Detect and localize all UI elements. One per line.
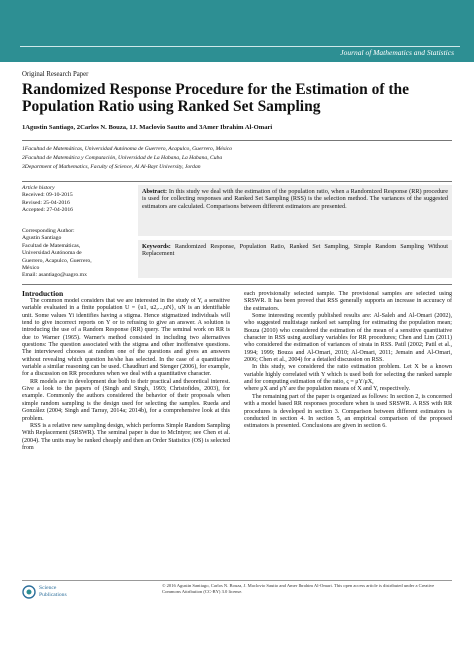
section-heading: Introduction bbox=[22, 289, 64, 298]
divider bbox=[22, 284, 452, 285]
paragraph: Some interesting recently published results are: Al-Saleh and Al-Omari (2002), who suggested multistage ranked set sampling for estimating the population mean; Bouza (2010) who considered the estimation of the mean of a sensitive quantitative character in RSS using auxiliary variables for RR procedures; Chen and Lim (2011) who considered the estimation of variances of strata in RSS. Patil (2002; Patil et al., 1994; 1999; Bouza and Al-Omari, 2010; Al-Omari, 2011; Jemain and Al-Omari, 2006; Chen et al., 2004) for a detailed discussion on RSS. bbox=[244, 313, 452, 364]
banner-rule bbox=[20, 46, 460, 47]
paper-title: Randomized Response Procedure for the Estimation of the Population Ratio using Ranked Set Sampling bbox=[22, 81, 410, 115]
keywords-box bbox=[138, 240, 452, 278]
received-date: Received: 09-10-2015 bbox=[22, 192, 73, 199]
journal-name: Journal of Mathematics and Statistics bbox=[340, 48, 454, 57]
paragraph: The common model considers that we are interested in the study of Y, a sensitive variable evaluated in a finite population U = {u1, u2,...,uN}, uN is an identifiable unit. Some values Yi identifies having a stigma. Hence stigmatized individuals will tend to give incorrect reports on Y or to refusing to give an answer. A solution is introducing the use of a Random Response (RR) query. The seminal work on RR is due to Warner (1965). Warner's method consisted in including two alternatives questions: The question associated with the stigma and other inoffensive questions. The interviewed chooses at random one of the questions and gives an answers without revealing which question he/she has selected. In the case of a quantitative variable a similar reasoning can be used. Chaudhuri and Stenger (2006), for example, for a discussion on RR procedures when we deal with a quantitative character. bbox=[22, 298, 230, 378]
corr-line: Guerrero, Acapulco, Guerrero, bbox=[22, 257, 92, 264]
affiliation-3: 3Department of Mathematics, Faculty of Science, Al Al-Bayt University, Jordan bbox=[22, 164, 201, 170]
history-heading: Article history bbox=[22, 185, 55, 191]
paragraph: each provisionally selected sample. The provisional samples are selected using SRSWR. It has been proved that RSS generally supports an increase in accuracy of the estimators. bbox=[244, 291, 452, 312]
publisher-line: Publications bbox=[39, 591, 67, 598]
abstract-label: Abstract: bbox=[142, 188, 168, 195]
revised-date: Revised: 25-04-2016 bbox=[22, 199, 70, 206]
corresponding-author bbox=[22, 228, 130, 280]
article-type: Original Research Paper bbox=[22, 71, 89, 78]
corr-line: Facultad de Matemáticas, bbox=[22, 242, 81, 249]
corr-line: Universidad Autónoma de bbox=[22, 250, 82, 257]
paragraph: In this study, we considered the ratio estimation problem. Let X be a known variable highly correlated with Y which is used both for selecting the ranked sample and for computing estimation of the ratio, ς = μY/μX, bbox=[244, 364, 452, 386]
keywords-text: Randomized Response, Population Ratio, Ranked Set Sampling, Simple Random Sampling Without Replacement bbox=[142, 243, 448, 258]
divider bbox=[22, 140, 452, 141]
corr-line: Agustin Santiago bbox=[22, 235, 62, 242]
footer-divider bbox=[22, 580, 452, 581]
corr-line: México bbox=[22, 265, 40, 272]
corr-email: Email: asantiago@uagro.mx bbox=[22, 272, 87, 279]
publisher-line: Science bbox=[39, 585, 57, 591]
accepted-date: Accepted: 27-04-2016 bbox=[22, 207, 74, 214]
publisher-name bbox=[39, 585, 67, 598]
paragraph: where μX and μY are the population means of X and Y, respectively. bbox=[244, 386, 411, 393]
publisher-logo-icon bbox=[22, 585, 36, 599]
copyright-notice: © 2016 Agustin Santiago, Carlos N. Bouza, J. Maclovio Sautto and Amer Ibrahim Al-Omari. This open access article is distributed under a Creative Commons Attribution (CC-BY) 3.0 license. bbox=[162, 583, 435, 594]
author-list: 1Agustin Santiago, 2Carlos N. Bouza, 1J. Maclovio Sautto and 3Amer Ibrahim Al-Omari bbox=[22, 124, 273, 131]
keywords-label: Keywords: bbox=[142, 243, 171, 250]
left-column bbox=[22, 298, 230, 566]
divider bbox=[22, 181, 452, 182]
paragraph: RR models are in development due both to their practical and theoretical interest. Give a look to the papers of (Singh and Singh, 1993; Christofides, 2003), for example. Commonly the authors considered the behavior of their proposals when simple random sampling is the design used for selecting the samples. Rueda and González (2004; Singh and Tarray, 2014a; 2014b), for a comprehensive look at this problem. bbox=[22, 378, 230, 422]
paragraph: The remaining part of the paper is organized as follows: In section 2, is concerned with a model based RR responses procedure when is used SRSWR. A RSS with RR procedures is developed in section 3. Comparison between different estimators is conducted in section 4. In section 5, an empirical comparison of the proposed estimators is presented. Conclusions are given in section 6. bbox=[244, 393, 452, 430]
abstract-text: In this study we deal with the estimation of the population ratio, when a Randomized Response (RR) procedure is used for collecting responses and Ranked Set Sampling (RSS) is the selection method. The variances of the suggested estimators are calculated. Comparisons between different estimators are presented. bbox=[142, 188, 448, 210]
affiliation-1: 1Facultad de Matemáticas, Universidad Autónoma de Guerrero, Acapulco, Guerrero, México bbox=[22, 146, 233, 152]
affiliation-2: 2Facultad de Matemática y Computación, Universidad de La Habana, La Habana, Cuba bbox=[22, 155, 223, 161]
paragraph: RSS is a relative new sampling design, which performs Simple Random Sampling With Replacement (SRSWR). The seminal paper is due to McIntyre; see Chen et al. (2004). The units may be ranked cheaply and then an Order Statistics (OS) is selected from bbox=[22, 422, 230, 451]
right-column bbox=[244, 291, 452, 576]
article-history bbox=[22, 185, 130, 215]
corr-line: Corresponding Author: bbox=[22, 228, 75, 234]
abstract-box bbox=[138, 185, 452, 236]
